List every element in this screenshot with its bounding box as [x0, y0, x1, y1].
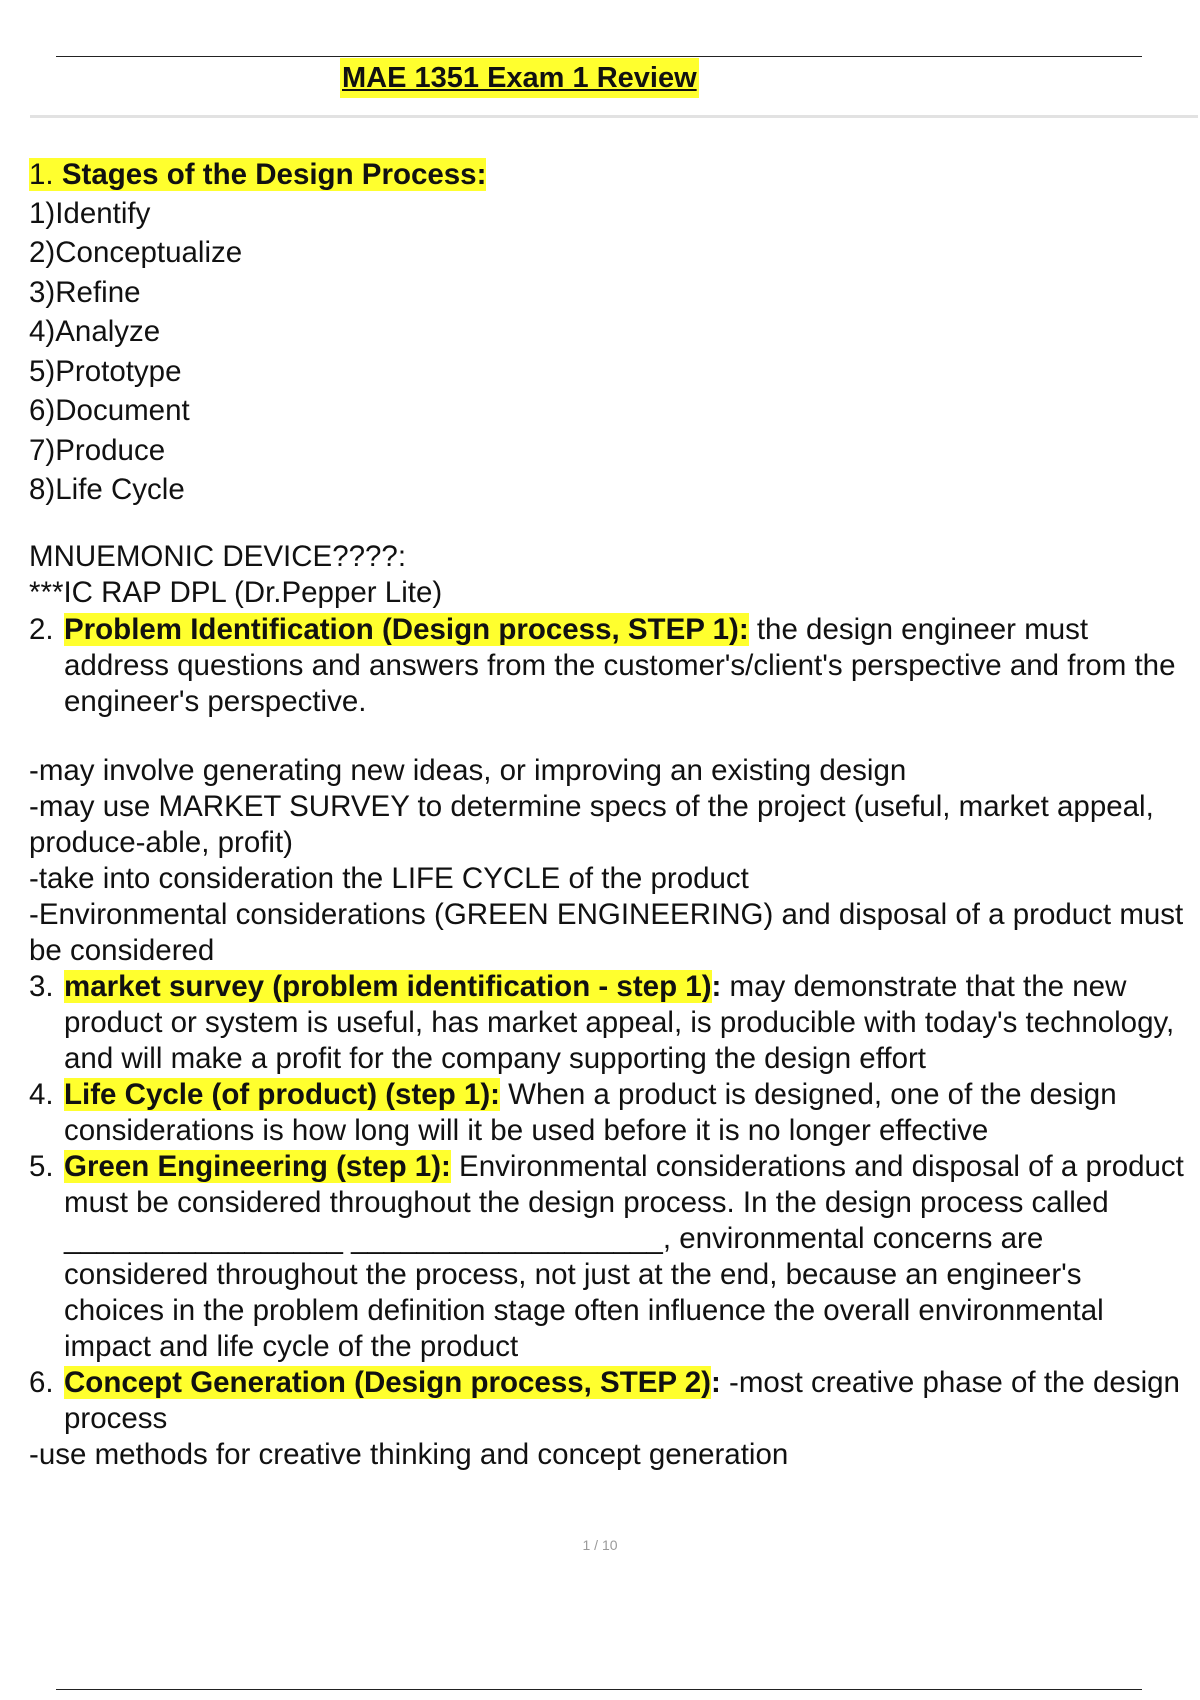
design-stage-item: 2)Conceptualize: [29, 236, 243, 269]
item-term: Concept Generation (Design process, STEP 2): [64, 1365, 711, 1399]
item-body: [64, 1149, 1189, 1365]
page-indicator: 1 / 10: [582, 1537, 618, 1553]
item-number: 6.: [29, 1365, 54, 1399]
note-line: -may involve generating new ideas, or improving an existing design: [29, 753, 907, 787]
review-item-4: [29, 1077, 1189, 1149]
mnemonic-label: MNUEMONIC DEVICE????:: [29, 539, 407, 573]
item-term: Green Engineering (step 1):: [64, 1149, 451, 1183]
item-term-colon: :: [711, 969, 722, 1003]
note-line: -take into consideration the LIFE CYCLE of the product: [29, 861, 749, 895]
review-item-2: [29, 612, 1189, 720]
title-divider: [30, 115, 1198, 118]
item-text: Environmental considerations and disposal of a product must be considered throughout the design process. In the design process called _________________ ___________________, environmental concerns are considered throughout the process, not just at the end, because an engineer's choices in the problem definition stage often influence the overall environmental impact and life cycle of the product: [64, 1149, 1184, 1363]
item-body: [64, 1077, 1189, 1149]
item-number: 2.: [29, 612, 54, 646]
note-line: -may use MARKET SURVEY to determine specs of the project (useful, market appeal, produce-able, profit): [29, 789, 1154, 859]
item-text: When a product is designed, one of the design considerations is how long will it be used before it is no longer effective: [64, 1077, 1117, 1147]
spacer: [29, 510, 1189, 539]
section-1-title: Stages of the Design Process:: [61, 158, 487, 191]
top-rule: [56, 56, 1142, 57]
design-stage-item: 5)Prototype: [29, 354, 182, 388]
item-body: [64, 969, 1189, 1077]
design-stages-list: [29, 194, 1189, 510]
section-1-highlight: [29, 158, 486, 191]
spacer: [29, 720, 1189, 753]
item-body: [64, 1365, 1189, 1437]
bottom-rule: [56, 1689, 1142, 1690]
design-stage-item: 4)Analyze: [29, 315, 161, 348]
document-body: [29, 157, 1189, 1473]
design-stage-item: 7)Produce: [29, 433, 166, 467]
design-stage-item: 6)Document: [29, 394, 190, 427]
item-text: the design engineer must address questions and answers from the customer's/client's perspective and from the engineer's perspective.: [64, 612, 1176, 718]
section-1-heading: [29, 157, 1189, 194]
item-term-colon: :: [710, 1365, 721, 1399]
design-stage-item: 8)Life Cycle: [29, 473, 185, 506]
section-1-number: 1.: [29, 158, 54, 191]
review-item-5: [29, 1149, 1189, 1365]
item-text: -most creative phase of the design process: [64, 1365, 1180, 1435]
review-item-3: [29, 969, 1189, 1077]
item-number: 4.: [29, 1077, 54, 1111]
review-item-6: [29, 1365, 1189, 1437]
item-number: 5.: [29, 1149, 54, 1183]
item-text: may demonstrate that the new product or system is useful, has market appeal, is producible with today's technology, and will make a profit for the company supporting the design effort: [64, 969, 1175, 1075]
item-number: 3.: [29, 969, 54, 1003]
design-stage-item: 3)Refine: [29, 275, 141, 309]
closing-line: -use methods for creative thinking and concept generation: [29, 1437, 789, 1471]
mnemonic-value: ***IC RAP DPL (Dr.Pepper Lite): [29, 576, 443, 609]
note-line: -Environmental considerations (GREEN ENGINEERING) and disposal of a product must be considered: [29, 897, 1184, 967]
item-body: [64, 612, 1189, 720]
document-title: MAE 1351 Exam 1 Review: [340, 58, 699, 98]
item-term: Problem Identification (Design process, STEP 1):: [64, 612, 749, 646]
item-term: market survey (problem identification - step 1): [64, 969, 712, 1003]
design-stage-item: 1)Identify: [29, 196, 151, 230]
item-term: Life Cycle (of product) (step 1):: [64, 1077, 500, 1111]
